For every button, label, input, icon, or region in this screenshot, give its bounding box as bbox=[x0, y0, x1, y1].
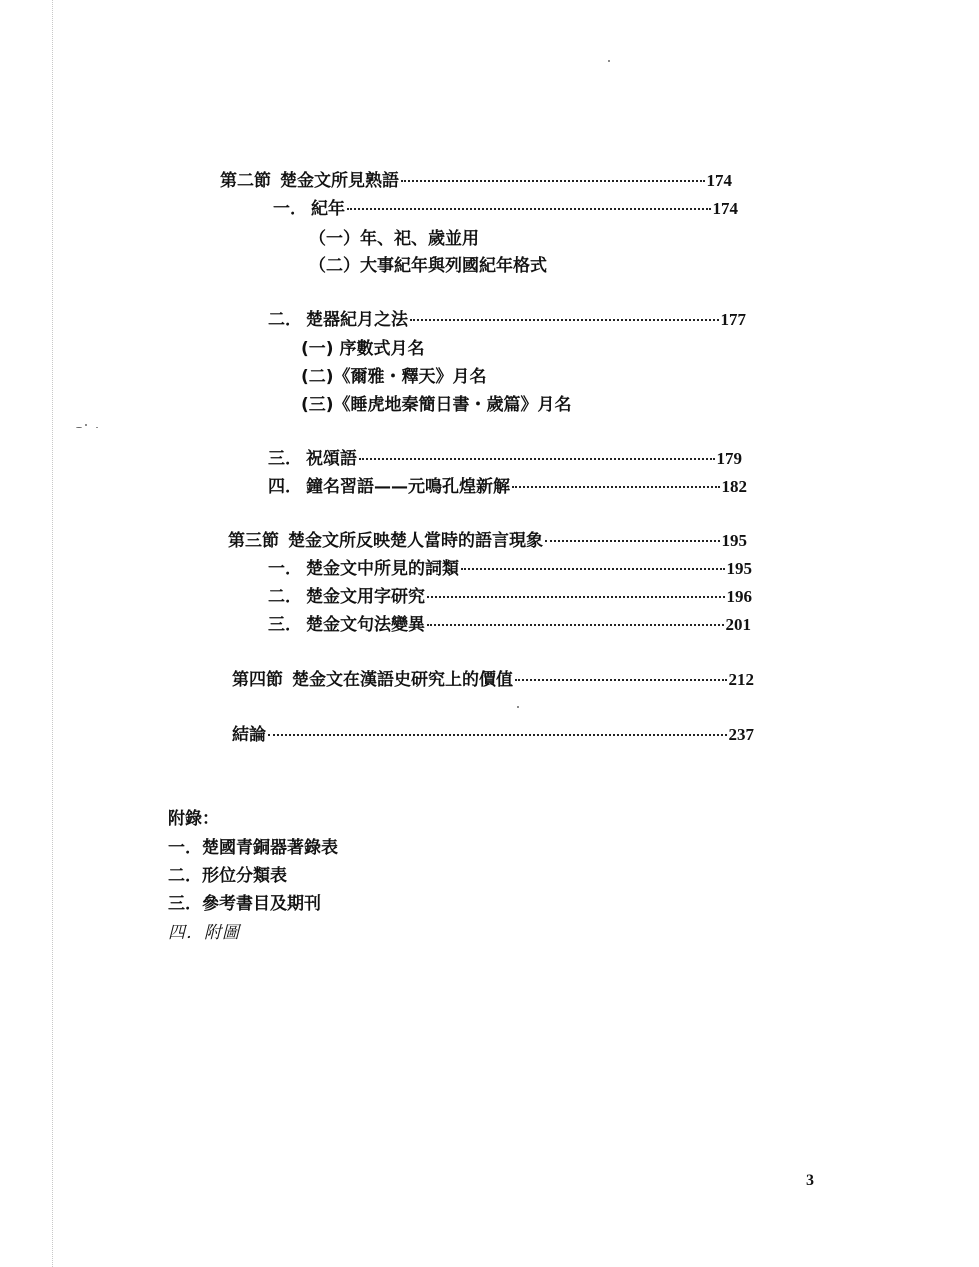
scan-edge-line bbox=[52, 0, 53, 1267]
dot-leader bbox=[268, 734, 727, 736]
toc-item-2-3[interactable] bbox=[268, 448, 742, 470]
toc-item-2-1[interactable] bbox=[273, 198, 738, 220]
item-number: 三． bbox=[268, 615, 302, 635]
item-title: 楚金文中所見的詞類 bbox=[306, 559, 459, 579]
toc-section-3[interactable] bbox=[228, 530, 747, 552]
toc-subitem: (二)《爾雅・釋天》月名 bbox=[301, 367, 487, 387]
toc-item-2-2[interactable] bbox=[268, 309, 746, 331]
appendix-item[interactable]: 一．楚國青銅器著錄表 bbox=[168, 838, 338, 858]
dot-leader bbox=[401, 180, 705, 182]
toc-item-3-1[interactable] bbox=[268, 558, 752, 580]
toc-section-4[interactable] bbox=[232, 669, 754, 691]
toc-section-2[interactable] bbox=[220, 170, 732, 192]
page-ref: 174 bbox=[706, 171, 732, 190]
dot-leader bbox=[512, 486, 720, 488]
section-label: 第四節 bbox=[232, 670, 283, 690]
page-ref: 179 bbox=[716, 449, 742, 468]
page-number: 3 bbox=[806, 1172, 814, 1189]
appendix-heading: 附錄： bbox=[168, 809, 219, 829]
toc-subitem: (一) 序數式月名 bbox=[301, 339, 425, 359]
page-ref: 195 bbox=[726, 559, 752, 578]
item-title: 楚金文句法變異 bbox=[306, 615, 425, 635]
scan-speck bbox=[517, 706, 519, 708]
page-ref: 182 bbox=[721, 477, 747, 496]
toc-subitem: （二）大事紀年與列國紀年格式 bbox=[309, 256, 547, 276]
page-ref: 237 bbox=[728, 725, 754, 744]
item-title: 紀年 bbox=[311, 199, 345, 219]
item-title: 楚器紀月之法 bbox=[306, 310, 408, 330]
page-ref: 196 bbox=[726, 587, 752, 606]
toc-item-3-3[interactable] bbox=[268, 614, 751, 636]
scan-speck bbox=[96, 427, 98, 428]
dot-leader bbox=[359, 458, 715, 460]
conclusion-title: 結論 bbox=[232, 725, 266, 745]
item-number: 三． bbox=[268, 449, 302, 469]
item-title: 鐘名習語——元鳴孔煌新解 bbox=[306, 477, 510, 497]
item-number: 四． bbox=[268, 477, 302, 497]
section-title: 楚金文所見熟語 bbox=[280, 171, 399, 191]
scan-speck bbox=[608, 60, 610, 62]
page-ref: 212 bbox=[728, 670, 754, 689]
dot-leader bbox=[427, 624, 724, 626]
page-ref: 177 bbox=[720, 310, 746, 329]
page-ref: 201 bbox=[725, 615, 751, 634]
page-ref: 174 bbox=[712, 199, 738, 218]
dot-leader bbox=[347, 208, 711, 210]
section-title: 楚金文在漢語史研究上的價值 bbox=[292, 670, 513, 690]
toc-conclusion[interactable] bbox=[232, 724, 754, 746]
dot-leader bbox=[461, 568, 725, 570]
toc-subitem: (三)《睡虎地秦簡日書・歲篇》月名 bbox=[301, 395, 572, 415]
item-number: 一． bbox=[273, 199, 307, 219]
dot-leader bbox=[515, 679, 727, 681]
dot-leader bbox=[410, 319, 719, 321]
item-number: 一． bbox=[268, 559, 302, 579]
dot-leader bbox=[545, 540, 720, 542]
section-label: 第三節 bbox=[228, 531, 279, 551]
scan-speck bbox=[85, 424, 87, 426]
page-ref: 195 bbox=[721, 531, 747, 550]
section-label: 第二節 bbox=[220, 171, 271, 191]
dot-leader bbox=[427, 596, 725, 598]
toc-item-2-4[interactable] bbox=[268, 476, 747, 498]
appendix-item[interactable]: 三．參考書目及期刊 bbox=[168, 894, 321, 914]
section-title: 楚金文所反映楚人當時的語言現象 bbox=[288, 531, 543, 551]
scan-speck bbox=[76, 427, 82, 428]
appendix-item[interactable]: 二．形位分類表 bbox=[168, 866, 287, 886]
toc-subitem: （一）年、祀、歲並用 bbox=[309, 229, 479, 249]
appendix-item-handwritten[interactable]: 四．附圖 bbox=[168, 923, 240, 943]
item-title: 祝頌語 bbox=[306, 449, 357, 469]
item-number: 二． bbox=[268, 310, 302, 330]
item-title: 楚金文用字研究 bbox=[306, 587, 425, 607]
toc-item-3-2[interactable] bbox=[268, 586, 752, 608]
item-number: 二． bbox=[268, 587, 302, 607]
